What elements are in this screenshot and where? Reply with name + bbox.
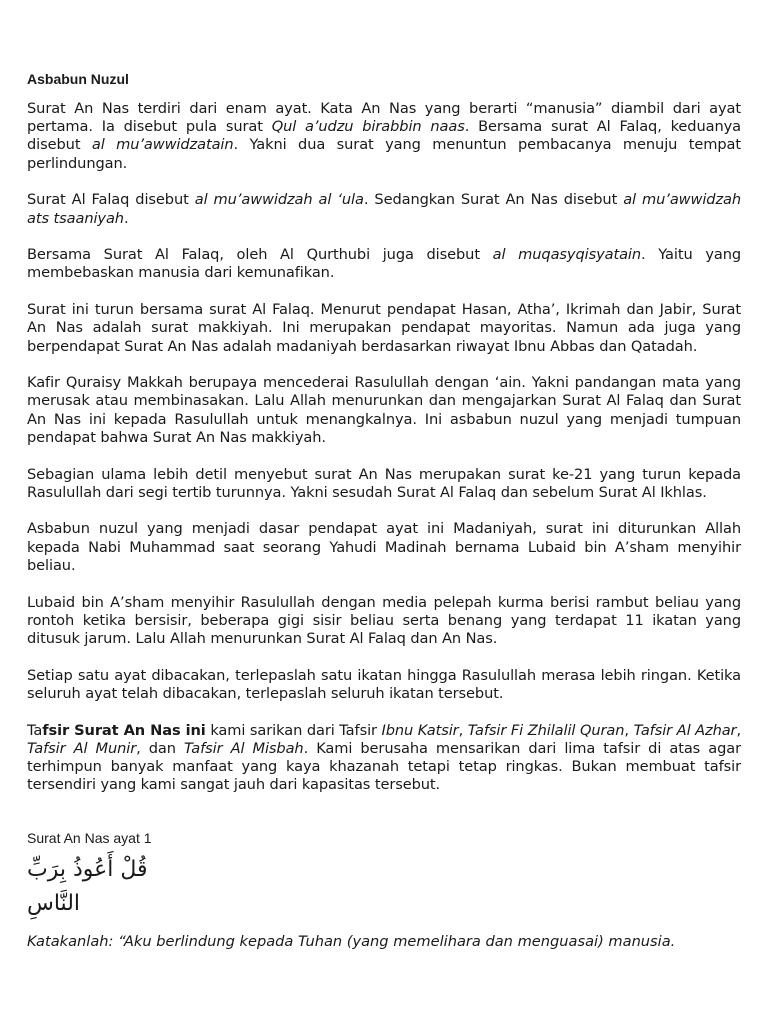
section-heading: Asbabun Nuzul bbox=[27, 71, 129, 87]
paragraph-1: Surat An Nas terdiri dari enam ayat. Kata An Nas yang berarti “manusia” diambil dari ayat pertama. Ia disebut pula surat Qul a’udzu birabbin naas. Bersama surat Al Falaq, keduanya disebut al mu’awwidzatain. Yakni dua surat yang menuntun pembacanya menuju tempat perlindungan. bbox=[27, 100, 741, 172]
paragraph-2: Surat Al Falaq disebut al mu’awwidzah al ‘ula. Sedangkan Surat An Nas disebut al mu’awwidzah ats tsaaniyah. bbox=[27, 191, 741, 227]
paragraph-5: Kafir Quraisy Makkah berupaya mencederai Rasulullah dengan ‘ain. Yakni pandangan mata yang merusak atau membinasakan. Lalu Allah menurunkan dan mengajarkan Surat Al Falaq dan Surat An Nas ini kepada Rasulullah untuk menangkalnya. Ini asbabun nuzul yang menjadi tumpuan pendapat bahwa Surat An Nas makkiyah. bbox=[27, 374, 741, 446]
ayat-heading: Surat An Nas ayat 1 bbox=[27, 830, 152, 847]
paragraph-9: Setiap satu ayat dibacakan, terlepaslah satu ikatan hingga Rasulullah merasa lebih ringan. Ketika seluruh ayat telah dibacakan, terlepaslah seluruh ikatan tersebut. bbox=[27, 666, 741, 702]
paragraph-3: Bersama Surat Al Falaq, oleh Al Qurthubi juga disebut al muqasyqisyatain. Yaitu yang membebaskan manusia dari kemunafikan. bbox=[27, 246, 742, 282]
paragraph-4: Surat ini turun bersama surat Al Falaq. Menurut pendapat Hasan, Atha’, Ikrimah dan Jabir, Surat An Nas adalah surat makkiyah. Ini merupakan pendapat mayoritas. Namun ada juga yang berpendapat Surat An Nas adalah madaniyah berdasarkan riwayat Ibnu Abbas dan Qatadah. bbox=[27, 301, 741, 355]
paragraph-7: Asbabun nuzul yang menjadi dasar pendapat ayat ini Madaniyah, surat ini diturunkan Allah kepada Nabi Muhammad saat seorang Yahudi Madinah bernama Lubaid bin A’sham menyihir beliau. bbox=[27, 520, 741, 574]
paragraph-10: Tafsir Surat An Nas ini kami sarikan dari Tafsir Ibnu Katsir, Tafsir Fi Zhilalil Quran, Tafsir Al Azhar, Tafsir Al Munir, dan Tafsir Al Misbah. Kami berusaha mensarikan dari lima tafsir di atas agar terhimpun banyak manfaat yang kaya khazanah tetapi tetap ringkas. Bukan membuat tafsir tersendiri yang kami sangat jauh dari kapasitas tersebut. bbox=[27, 721, 742, 794]
ayat-arabic-text: قُلْ أَعُوذُ بِرَبِّ النَّاسِ bbox=[27, 857, 148, 917]
paragraph-8: Lubaid bin A’sham menyihir Rasulullah dengan media pelepah kurma berisi rambut beliau yang rontoh ketika bersisir, beberapa gigi sisir beliau serta benang yang terdapat 11 ikatan yang ditusuk jarum. Lalu Allah menurunkan Surat Al Falaq dan An Nas. bbox=[27, 593, 741, 647]
document-page bbox=[27, 70, 741, 952]
ayat-translation: Katakanlah: “Aku berlindung kepada Tuhan (yang memelihara dan menguasai) manusia. bbox=[27, 933, 676, 951]
paragraph-6: Sebagian ulama lebih detil menyebut surat An Nas merupakan surat ke-21 yang turun kepada Rasulullah dari segi tertib turunnya. Yakni sesudah Surat Al Falaq dan sebelum Surat Al Ikhlas. bbox=[27, 465, 741, 501]
